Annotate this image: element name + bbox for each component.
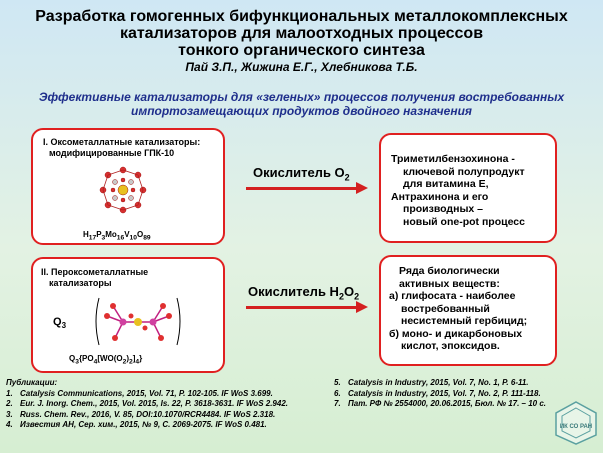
product1-text <box>391 153 525 228</box>
authors: Пай З.П., Жижина Е.Г., Хлебникова Т.Б. <box>185 60 418 74</box>
title-line: Разработка гомогенных бифункциональных металлокомплексных <box>35 8 568 25</box>
q3-label: $Q_3$ <box>53 316 67 331</box>
product-line: производных – <box>403 203 484 215</box>
product-line: востребованный <box>401 302 490 315</box>
label-line: модифицированные ГПК-10 <box>49 148 175 158</box>
arrow2-head-icon <box>356 301 368 313</box>
logo-text: ИК СО РАН <box>559 424 593 430</box>
subtitle-line: Эффективные катализаторы для «зеленых» процессов получения востребованных <box>38 90 565 104</box>
catalyst2-box <box>31 257 225 373</box>
oxidant1-label: Окислитель $O_2$ <box>253 165 350 183</box>
product-line: ключевой полупродукт <box>403 165 525 178</box>
product1-box <box>379 133 557 243</box>
oxidant2-label: Окислитель $H_2O_2$ <box>248 284 360 302</box>
label-line: катализаторы <box>49 278 112 288</box>
institute-logo-icon <box>553 400 599 446</box>
product-line: активных веществ: <box>399 277 500 290</box>
subtitle-line: импортозамещающих продуктов двойного назначения <box>130 104 472 118</box>
arrow2-line <box>246 306 358 309</box>
publication-item: 3. Russ. Chem. Rev., 2016, V. 85, DOI:10.1070/RCR4484. IF WoS 2.318. <box>6 409 276 419</box>
catalyst1-box <box>31 128 225 245</box>
publication-item: 7. Пат. РФ № 2554000, 20.06.2015, Бюл. № 17. – 10 с. <box>334 399 547 408</box>
publication-item: 2. Eur. J. Inorg. Chem., 2015, Vol. 2015, Is. 22, P. 3618-3631. IF WoS 2.942. <box>6 399 288 408</box>
product-line: Триметилбензохинона - <box>391 153 515 165</box>
label-line: II. Пероксометаллатные <box>41 267 149 277</box>
polyoxometalate-structure-icon <box>93 160 153 220</box>
subtitle <box>0 90 603 118</box>
product-line: Ряда биологически <box>399 265 500 277</box>
catalyst1-formula: $H_{17}P_3Mo_{16}V_{10}O_{89}$ <box>83 230 151 242</box>
title-line: тонкого органического синтеза <box>178 42 425 59</box>
publication-item: 4. Известия АН, Сер. хим., 2015, № 9, С. 2069-2075. IF WoS 0.481. <box>6 420 267 429</box>
product-line: для витамина Е, <box>403 178 489 190</box>
title-line: катализаторов для малоотходных процессов <box>119 25 484 42</box>
product-line: новый one-pot процесс <box>403 215 525 228</box>
peroxo-complex-structure-icon <box>93 294 183 349</box>
publication-item: 5. Catalysis in Industry, 2015, Vol. 7, No. 1, P. 6-11. <box>334 378 529 387</box>
product2-box <box>379 255 557 366</box>
product-line: Антрахинона и его <box>391 190 489 203</box>
product2-text <box>389 265 527 353</box>
arrow1-line <box>246 187 358 190</box>
product-line: б) моно- и дикарбоновых <box>389 327 523 340</box>
label-line: I. Оксометаллатные катализаторы: <box>43 137 201 147</box>
publications-right <box>334 378 559 410</box>
product-line: несистемный гербицид; <box>401 315 528 327</box>
arrow1-head-icon <box>356 182 368 194</box>
catalyst1-label <box>43 137 200 159</box>
product-line: кислот, эпоксидов. <box>401 340 500 352</box>
publication-item: 6. Catalysis in Industry, 2015, Vol. 7, No. 2, P. 111-118. <box>334 388 541 398</box>
catalyst2-formula: $Q_3\{PO_4[WO(O_2)_2]_4\}$ <box>69 354 143 366</box>
product-line: а) глифосата - наиболее <box>389 290 516 302</box>
publication-item: 1. Catalysis Communications, 2015, Vol. 71, P. 102-105. IF WoS 3.699. <box>6 388 273 398</box>
catalyst2-label <box>41 267 148 289</box>
publications-heading: Публикации: <box>6 378 58 387</box>
page-title <box>0 8 603 59</box>
publications-left <box>6 378 331 431</box>
